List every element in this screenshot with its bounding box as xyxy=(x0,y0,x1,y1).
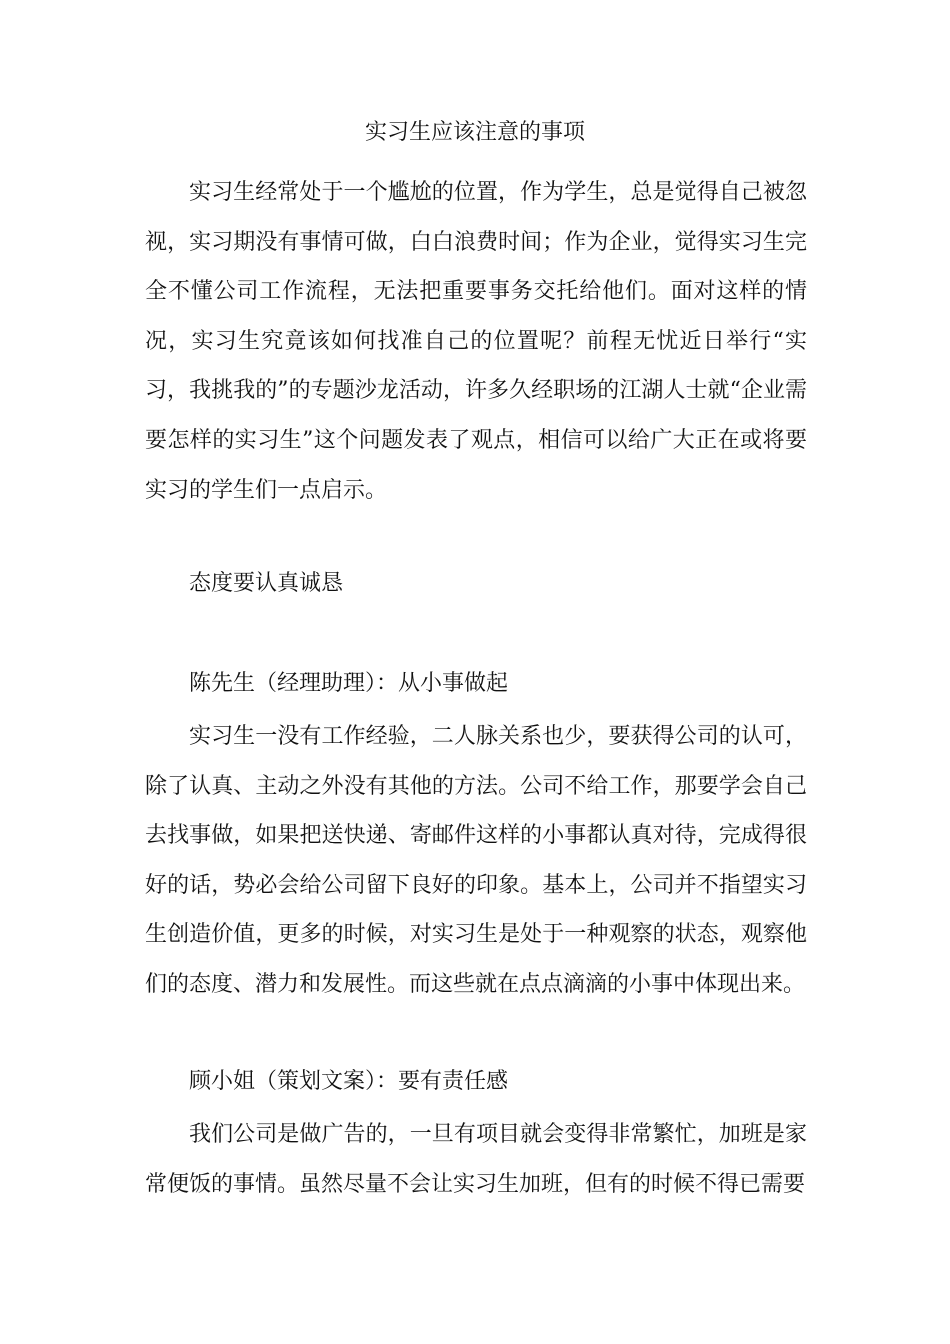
section-heading: 态度要认真诚恳 xyxy=(189,571,344,596)
document-title: 实习生应该注意的事项 xyxy=(364,120,585,145)
chen-paragraph: 实习生一没有工作经验，二人脉关系也少，要获得公司的认可，除了认真、主动之外没有其他的方法。公司不给工作，那要学会自己去找事做，如果把送快递、寄邮件这样的小事都认真对待，完成得很好的话，势必会给公司留下良好的印象。基本上，公司并不指望实习生创造价值，更多的时候，对实习生是处于一种观察的状态，观察他们的态度、潜力和发展性。而这些就在点点滴滴的小事中体现出来。 xyxy=(145,724,807,997)
intro-paragraph: 实习生经常处于一个尴尬的位置，作为学生，总是觉得自己被忽视，实习期没有事情可做，白白浪费时间；作为企业，觉得实习生完全不懂公司工作流程，无法把重要事务交托给他们。面对这样的情况，实习生究竟该如何找准自己的位置呢？前程无忧近日举行“实习，我挑我的”的专题沙龙活动，许多久经职场的江湖人士就“企业需要怎样的实习生”这个问题发表了观点，相信可以给广大正在或将要实习的学生们一点启示。 xyxy=(145,180,807,503)
gu-heading: 顾小姐（策划文案）：要有责任感 xyxy=(189,1069,509,1094)
gu-paragraph: 我们公司是做广告的，一旦有项目就会变得非常繁忙，加班是家常便饭的事情。虽然尽量不会让实习生加班，但有的时候不得已需要 xyxy=(145,1122,807,1197)
chen-heading: 陈先生（经理助理）：从小事做起 xyxy=(189,671,509,696)
